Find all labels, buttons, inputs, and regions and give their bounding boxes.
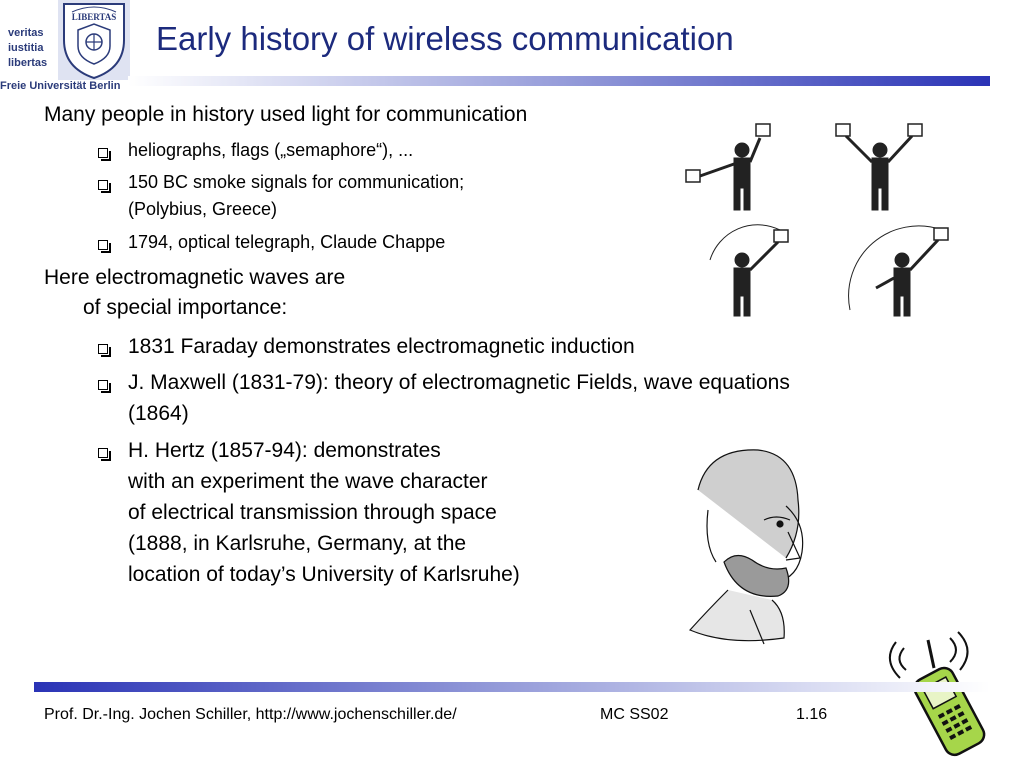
subpoint-line: (Polybius, Greece): [128, 199, 278, 219]
semaphore-figures-image: [680, 110, 970, 330]
logo-motto-line: libertas: [8, 57, 48, 69]
checkbox-bullet-icon: [98, 380, 108, 390]
checkbox-bullet-icon: [98, 240, 108, 250]
subpoint-line: (1888, in Karlsruhe, Germany, at the: [128, 532, 467, 555]
subpoint-hertz: [128, 435, 520, 590]
footer-course: MC SS02: [600, 706, 669, 723]
subpoint-smoke-signals: [128, 169, 464, 223]
logo-motto-line: veritas: [8, 27, 44, 39]
subpoint-faraday: 1831 Faraday demonstrates electromagnetic induction: [128, 335, 635, 358]
subpoint-line: (1864): [128, 402, 189, 425]
checkbox-bullet-icon: [98, 448, 108, 458]
subpoint-line: J. Maxwell (1831-79): theory of electromagnetic Fields, wave equations: [128, 371, 790, 394]
subpoint-line: with an experiment the wave character: [128, 470, 488, 493]
university-logo: [0, 0, 130, 96]
subpoint-maxwell: [128, 367, 790, 429]
footer-gradient-bar: [34, 682, 990, 692]
semaphore-figure: [710, 225, 788, 316]
checkbox-bullet-icon: [98, 180, 108, 190]
point-em-waves-cont: of special importance:: [83, 296, 288, 319]
subpoint-line: H. Hertz (1857-94): demonstrates: [128, 439, 441, 462]
point-light-communication: Many people in history used light for communication: [44, 103, 528, 126]
title-gradient-bar: [128, 76, 990, 86]
mobile-phone-icon: [884, 628, 1014, 758]
semaphore-figure: [849, 226, 948, 316]
slide-footer: [44, 706, 457, 724]
subpoint-line: 150 BC smoke signals for communication;: [128, 172, 465, 192]
subpoint-line: of electrical transmission through space: [128, 501, 497, 524]
svg-text:LIBERTAS: LIBERTAS: [71, 12, 117, 22]
subpoint-heliographs: heliographs, flags („semaphore“), ...: [128, 140, 414, 160]
subpoint-optical-telegraph: 1794, optical telegraph, Claude Chappe: [128, 232, 446, 252]
semaphore-figure: [686, 124, 770, 210]
subpoint-line: location of today’s University of Karlsruhe): [128, 563, 520, 586]
semaphore-figure: [836, 124, 922, 210]
university-seal-icon: [58, 0, 130, 80]
footer-page-number: 1.16: [796, 706, 828, 723]
checkbox-bullet-icon: [98, 148, 108, 158]
checkbox-bullet-icon: [98, 344, 108, 354]
point-em-waves: Here electromagnetic waves are: [44, 266, 346, 289]
footer-author: Prof. Dr.-Ing. Jochen Schiller, http://www.jochenschiller.de/: [44, 706, 457, 723]
logo-motto-line: iustitia: [8, 42, 44, 54]
hertz-portrait-image: [668, 440, 818, 650]
logo-motto: [8, 26, 47, 71]
slide-title: Early history of wireless communication: [156, 20, 734, 57]
university-name: Freie Universität Berlin: [0, 80, 121, 92]
